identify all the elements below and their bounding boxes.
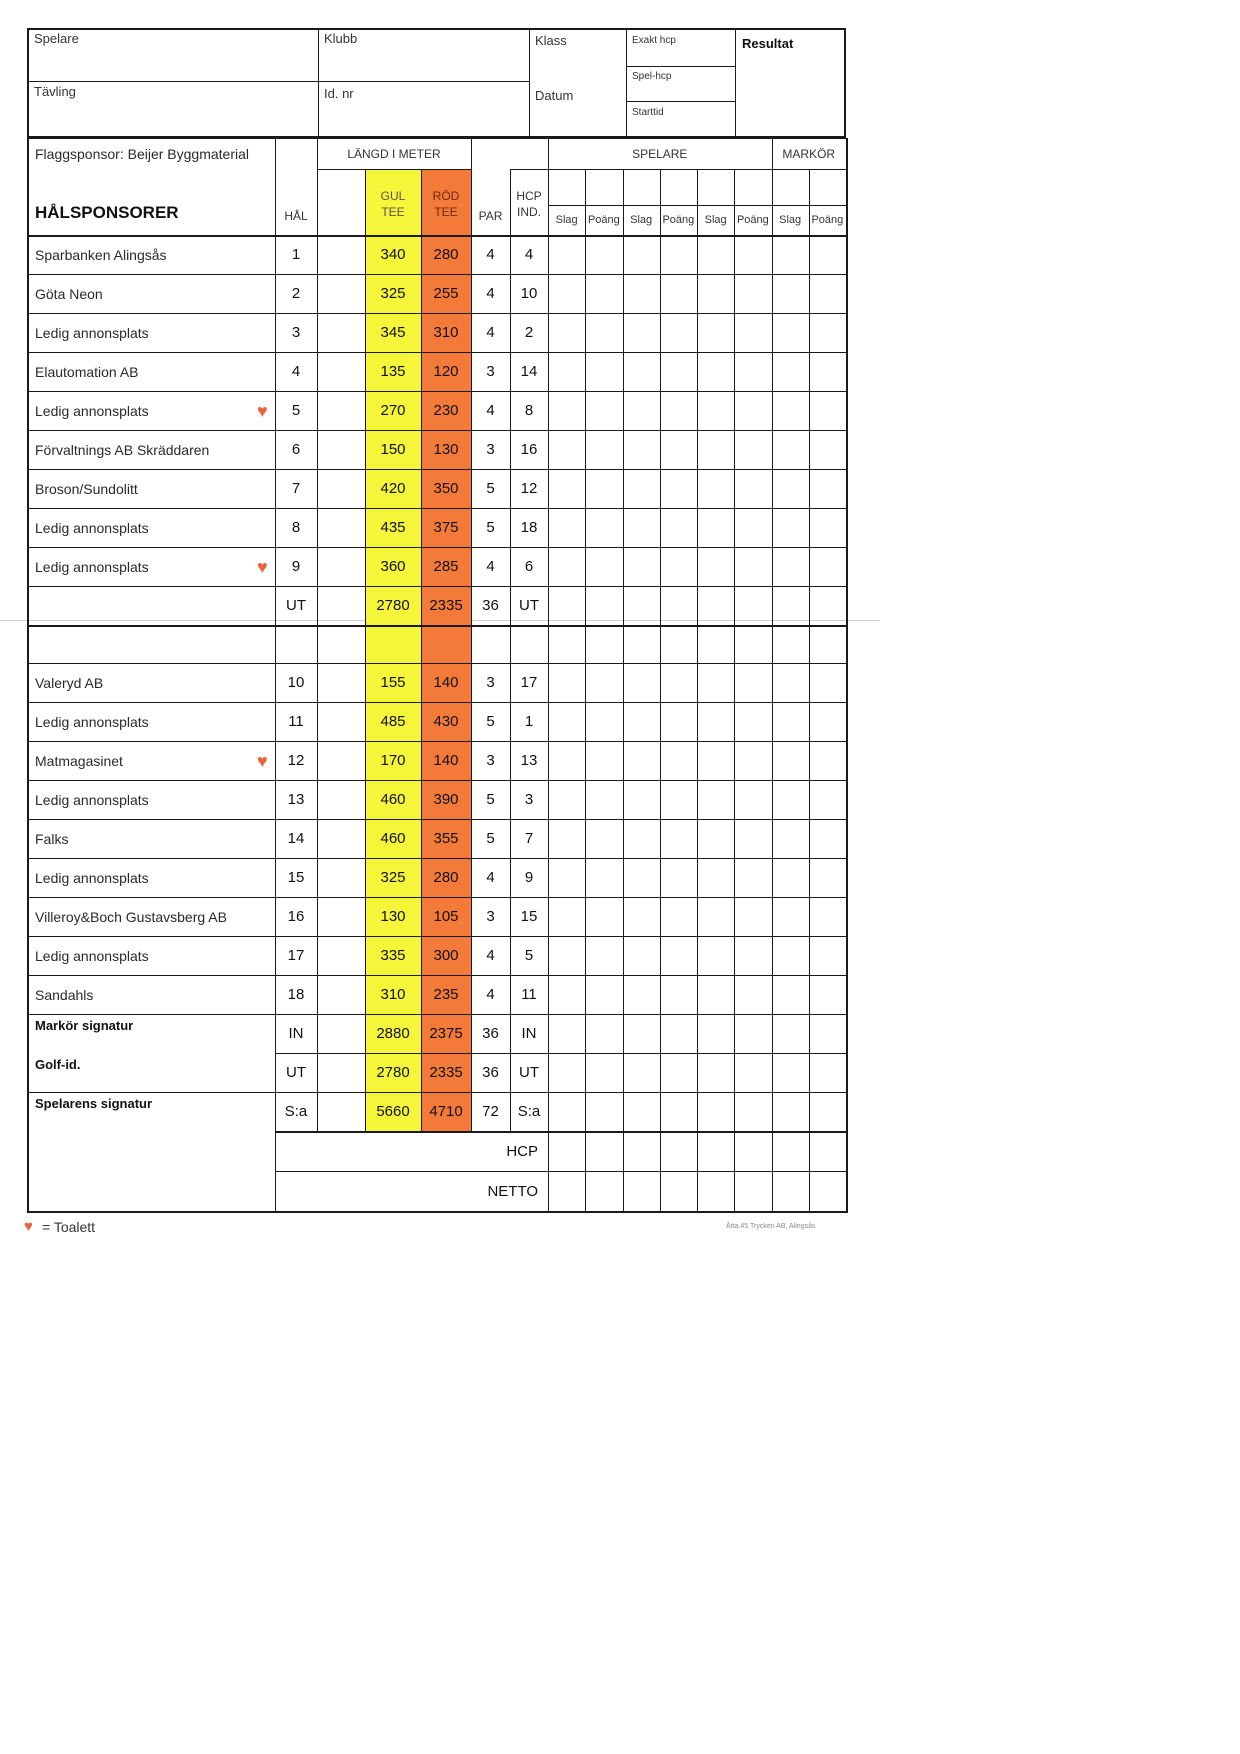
total-hcp: UT — [519, 1064, 539, 1081]
toilet-heart-icon: ♥ — [257, 401, 268, 421]
rod-length: 105 — [433, 908, 459, 925]
hole-number: 8 — [291, 519, 301, 536]
sponsor-name: Göta Neon — [35, 285, 103, 302]
gul-length: 485 — [380, 713, 406, 730]
gul-length: 135 — [380, 363, 406, 380]
rule — [27, 819, 846, 820]
rule — [471, 138, 472, 1131]
hcp-index: 12 — [520, 480, 538, 497]
rule — [27, 663, 846, 664]
rule — [275, 1092, 846, 1093]
score-subheading: Poäng — [811, 214, 844, 226]
rule — [27, 1092, 275, 1093]
par-value: 4 — [486, 947, 495, 964]
score-subheading: Poäng — [662, 214, 695, 226]
hole-number: 13 — [287, 791, 305, 808]
par-heading: PAR — [478, 209, 503, 223]
rule — [27, 313, 846, 314]
hcp-index: 10 — [520, 285, 538, 302]
rod-tee-heading: TEE — [434, 205, 458, 219]
total-rod: 4710 — [429, 1103, 463, 1120]
hcp-heading: HCP — [516, 189, 542, 203]
par-value: 3 — [486, 908, 495, 925]
gul-length: 460 — [380, 830, 406, 847]
rule — [317, 169, 471, 170]
hcp-index: 7 — [524, 830, 534, 847]
starttid-label: Starttid — [632, 107, 664, 118]
ut-rod: 2335 — [429, 597, 463, 614]
total-rod: 2335 — [429, 1064, 463, 1081]
hole-number: 1 — [291, 246, 301, 263]
hal-heading: HÅL — [284, 209, 308, 223]
hcp-index: 5 — [524, 947, 534, 964]
sponsor-name: Broson/Sundolitt — [35, 480, 138, 497]
toilet-heart-icon: ♥ — [257, 557, 268, 577]
rod-length: 140 — [433, 674, 459, 691]
hole-number: 7 — [291, 480, 301, 497]
sponsor-name: Villeroy&Boch Gustavsberg AB — [35, 908, 227, 925]
rule — [27, 780, 846, 781]
ut-label: UT — [286, 597, 306, 614]
rule — [27, 138, 29, 1211]
score-subheading: Poäng — [587, 214, 620, 226]
ind-heading: IND. — [517, 205, 541, 219]
gul-length: 310 — [380, 986, 406, 1003]
total-gul: 2880 — [376, 1025, 410, 1042]
signature-caption: Spelarens signatur — [35, 1095, 153, 1111]
rule — [275, 138, 276, 1211]
total-label: IN — [288, 1025, 304, 1042]
hole-number: 18 — [287, 986, 305, 1003]
rod-length: 300 — [433, 947, 459, 964]
hole-number: 9 — [291, 558, 301, 575]
par-value: 4 — [486, 246, 495, 263]
hcp-index: 18 — [520, 519, 538, 536]
rule — [772, 138, 773, 1211]
par-value: 5 — [486, 830, 495, 847]
sponsor-name: Ledig annonsplats — [35, 519, 149, 536]
gul-heading: GUL — [380, 189, 406, 203]
netto-row-label: NETTO — [487, 1182, 538, 1200]
rule — [27, 1014, 846, 1015]
hcp-index: 17 — [520, 674, 538, 691]
gul-length: 460 — [380, 791, 406, 808]
sponsor-name: Falks — [35, 830, 69, 847]
par-value: 4 — [486, 402, 495, 419]
rule — [317, 138, 318, 1131]
hcp-index: 6 — [524, 558, 534, 575]
rod-length: 130 — [433, 441, 459, 458]
sponsor-name: Valeryd AB — [35, 674, 104, 691]
hcp-index: 9 — [524, 869, 534, 886]
score-subheading: Slag — [779, 214, 802, 226]
rod-length: 235 — [433, 986, 459, 1003]
hole-number: 3 — [291, 324, 301, 341]
rule — [809, 169, 810, 1211]
hcp-index: 8 — [524, 402, 534, 419]
hcp-row-label: HCP — [506, 1142, 538, 1160]
toilet-heart-icon: ♥ — [257, 751, 268, 771]
hole-number: 6 — [291, 441, 301, 458]
tavling-label: Tävling — [34, 84, 76, 99]
rule — [27, 352, 846, 353]
rule — [27, 138, 848, 139]
rule — [27, 702, 846, 703]
langd-heading: LÄNGD I METER — [347, 146, 441, 161]
hole-number: 11 — [288, 713, 304, 730]
rule — [27, 274, 846, 275]
rule — [275, 1171, 846, 1172]
gul-length: 325 — [380, 285, 406, 302]
sponsor-name: Ledig annonsplats — [35, 558, 149, 575]
gul-length: 345 — [380, 324, 406, 341]
rule — [27, 741, 846, 742]
rod-length: 285 — [433, 558, 459, 575]
rule — [623, 169, 624, 1211]
par-value: 5 — [486, 480, 495, 497]
hole-number: 14 — [287, 830, 305, 847]
rod-length: 120 — [433, 363, 459, 380]
hole-number: 17 — [287, 947, 305, 964]
par-value: 3 — [486, 363, 495, 380]
rod-length: 350 — [433, 480, 459, 497]
rod-length: 230 — [433, 402, 459, 419]
hcp-index: 3 — [524, 791, 534, 808]
gul-length: 335 — [380, 947, 406, 964]
gul-length: 435 — [380, 519, 406, 536]
ut-par: 36 — [482, 597, 499, 614]
rod-length: 310 — [433, 324, 459, 341]
sponsor-name: Sandahls — [35, 986, 94, 1003]
rule — [548, 205, 846, 206]
gul-length: 325 — [380, 869, 406, 886]
rule — [27, 547, 846, 548]
rod-length: 355 — [433, 830, 459, 847]
rule — [27, 430, 846, 431]
rod-length: 375 — [433, 519, 459, 536]
signature-caption: Golf-id. — [35, 1056, 81, 1072]
rule — [27, 897, 846, 898]
hole-number: 5 — [291, 402, 301, 419]
flag-sponsor-label: Flaggsponsor: Beijer Byggmaterial — [35, 146, 249, 162]
hcp-index: 4 — [524, 246, 534, 263]
total-par: 36 — [482, 1064, 499, 1081]
toilet-heart-icon: ♥ — [24, 1218, 33, 1235]
total-par: 72 — [482, 1103, 499, 1120]
par-value: 3 — [486, 752, 495, 769]
hcp-index: 14 — [520, 363, 538, 380]
rule — [585, 169, 586, 1211]
hole-number: 16 — [287, 908, 305, 925]
gul-length: 150 — [380, 441, 406, 458]
hcp-index: 15 — [520, 908, 538, 925]
rod-length: 280 — [433, 869, 459, 886]
rule — [275, 1053, 846, 1054]
hcp-index: 11 — [521, 986, 537, 1003]
resultat-label: Resultat — [742, 36, 794, 51]
hole-number: 4 — [291, 363, 301, 380]
rule — [27, 936, 846, 937]
hcp-index: 1 — [524, 713, 534, 730]
sponsor-name: Matmagasinet — [35, 752, 123, 769]
spelare-label: Spelare — [34, 31, 79, 46]
rule — [548, 138, 549, 1211]
rule — [27, 508, 846, 509]
ut-hcp: UT — [519, 597, 539, 614]
hole-number: 12 — [287, 752, 305, 769]
klass-label: Klass — [535, 33, 567, 48]
hole-number: 10 — [287, 674, 305, 691]
gul-length: 340 — [380, 246, 406, 263]
rule — [697, 169, 698, 1211]
rule — [27, 586, 846, 587]
rod-heading: RÖD — [432, 189, 460, 203]
ut-gul: 2780 — [376, 597, 410, 614]
par-value: 4 — [486, 558, 495, 575]
total-label: S:a — [284, 1103, 308, 1120]
spelare-heading: SPELARE — [632, 146, 688, 161]
sponsor-name: Elautomation AB — [35, 363, 139, 380]
total-label: UT — [286, 1064, 306, 1081]
gul-tee-heading: TEE — [381, 205, 405, 219]
par-value: 3 — [486, 674, 495, 691]
par-value: 4 — [486, 324, 495, 341]
rule — [27, 625, 846, 627]
par-value: 5 — [486, 791, 495, 808]
total-rod: 2375 — [429, 1025, 463, 1042]
total-gul: 5660 — [376, 1103, 410, 1120]
gul-length: 155 — [380, 674, 406, 691]
score-subheading: Poäng — [736, 214, 769, 226]
sponsor-name: Ledig annonsplats — [35, 791, 149, 808]
gul-length: 360 — [380, 558, 406, 575]
datum-label: Datum — [535, 88, 574, 103]
sponsor-name: Förvaltnings AB Skräddaren — [35, 441, 210, 458]
gul-length: 270 — [380, 402, 406, 419]
rule — [734, 169, 735, 1211]
score-subheading: Slag — [555, 214, 578, 226]
signature-caption: Markör signatur — [35, 1017, 134, 1033]
id-nr-label: Id. nr — [324, 86, 354, 101]
score-subheading: Slag — [630, 214, 653, 226]
hole-number: 15 — [287, 869, 305, 886]
sponsor-name: Ledig annonsplats — [35, 402, 149, 419]
halsponsorer-heading: HÅLSPONSORER — [35, 203, 179, 222]
rule — [27, 235, 846, 237]
rule — [846, 138, 848, 1211]
hcp-index: 16 — [520, 441, 538, 458]
rule — [510, 169, 846, 170]
total-gul: 2780 — [376, 1064, 410, 1081]
rule — [27, 1211, 848, 1213]
sponsor-name: Ledig annonsplats — [35, 869, 149, 886]
sponsor-name: Sparbanken Alingsås — [35, 246, 167, 263]
score-subheading: Slag — [704, 214, 727, 226]
sponsor-name: Ledig annonsplats — [35, 947, 149, 964]
spel-hcp-label: Spel-hcp — [632, 71, 672, 82]
rule — [27, 975, 846, 976]
printer-credit: Åtta.45 Tryckeri AB, Alingsås — [726, 1223, 816, 1230]
markor-heading: MARKÖR — [782, 146, 836, 161]
rule — [27, 469, 846, 470]
total-par: 36 — [482, 1025, 499, 1042]
gul-length: 170 — [380, 752, 406, 769]
gul-length: 420 — [380, 480, 406, 497]
rod-length: 140 — [433, 752, 459, 769]
hcp-index: 2 — [524, 324, 534, 341]
hcp-index: 13 — [520, 752, 538, 769]
rod-length: 255 — [433, 285, 459, 302]
total-hcp: S:a — [517, 1103, 541, 1120]
rule — [27, 858, 846, 859]
par-value: 4 — [486, 285, 495, 302]
rule — [275, 1131, 846, 1133]
exakt-hcp-label: Exakt hcp — [632, 35, 676, 46]
par-value: 5 — [486, 713, 495, 730]
klubb-label: Klubb — [324, 31, 358, 46]
rule — [27, 391, 846, 392]
sponsor-name: Ledig annonsplats — [35, 324, 149, 341]
par-value: 4 — [486, 986, 495, 1003]
sponsor-name: Ledig annonsplats — [35, 713, 149, 730]
total-hcp: IN — [521, 1025, 537, 1042]
par-value: 4 — [486, 869, 495, 886]
rod-length: 390 — [433, 791, 459, 808]
header-frame — [27, 28, 846, 138]
par-value: 3 — [486, 441, 495, 458]
gul-length: 130 — [380, 908, 406, 925]
rod-length: 280 — [433, 246, 459, 263]
rule — [660, 169, 661, 1211]
hole-number: 2 — [291, 285, 301, 302]
legend-text: = Toalett — [42, 1219, 96, 1235]
rod-length: 430 — [433, 713, 459, 730]
par-value: 5 — [486, 519, 495, 536]
